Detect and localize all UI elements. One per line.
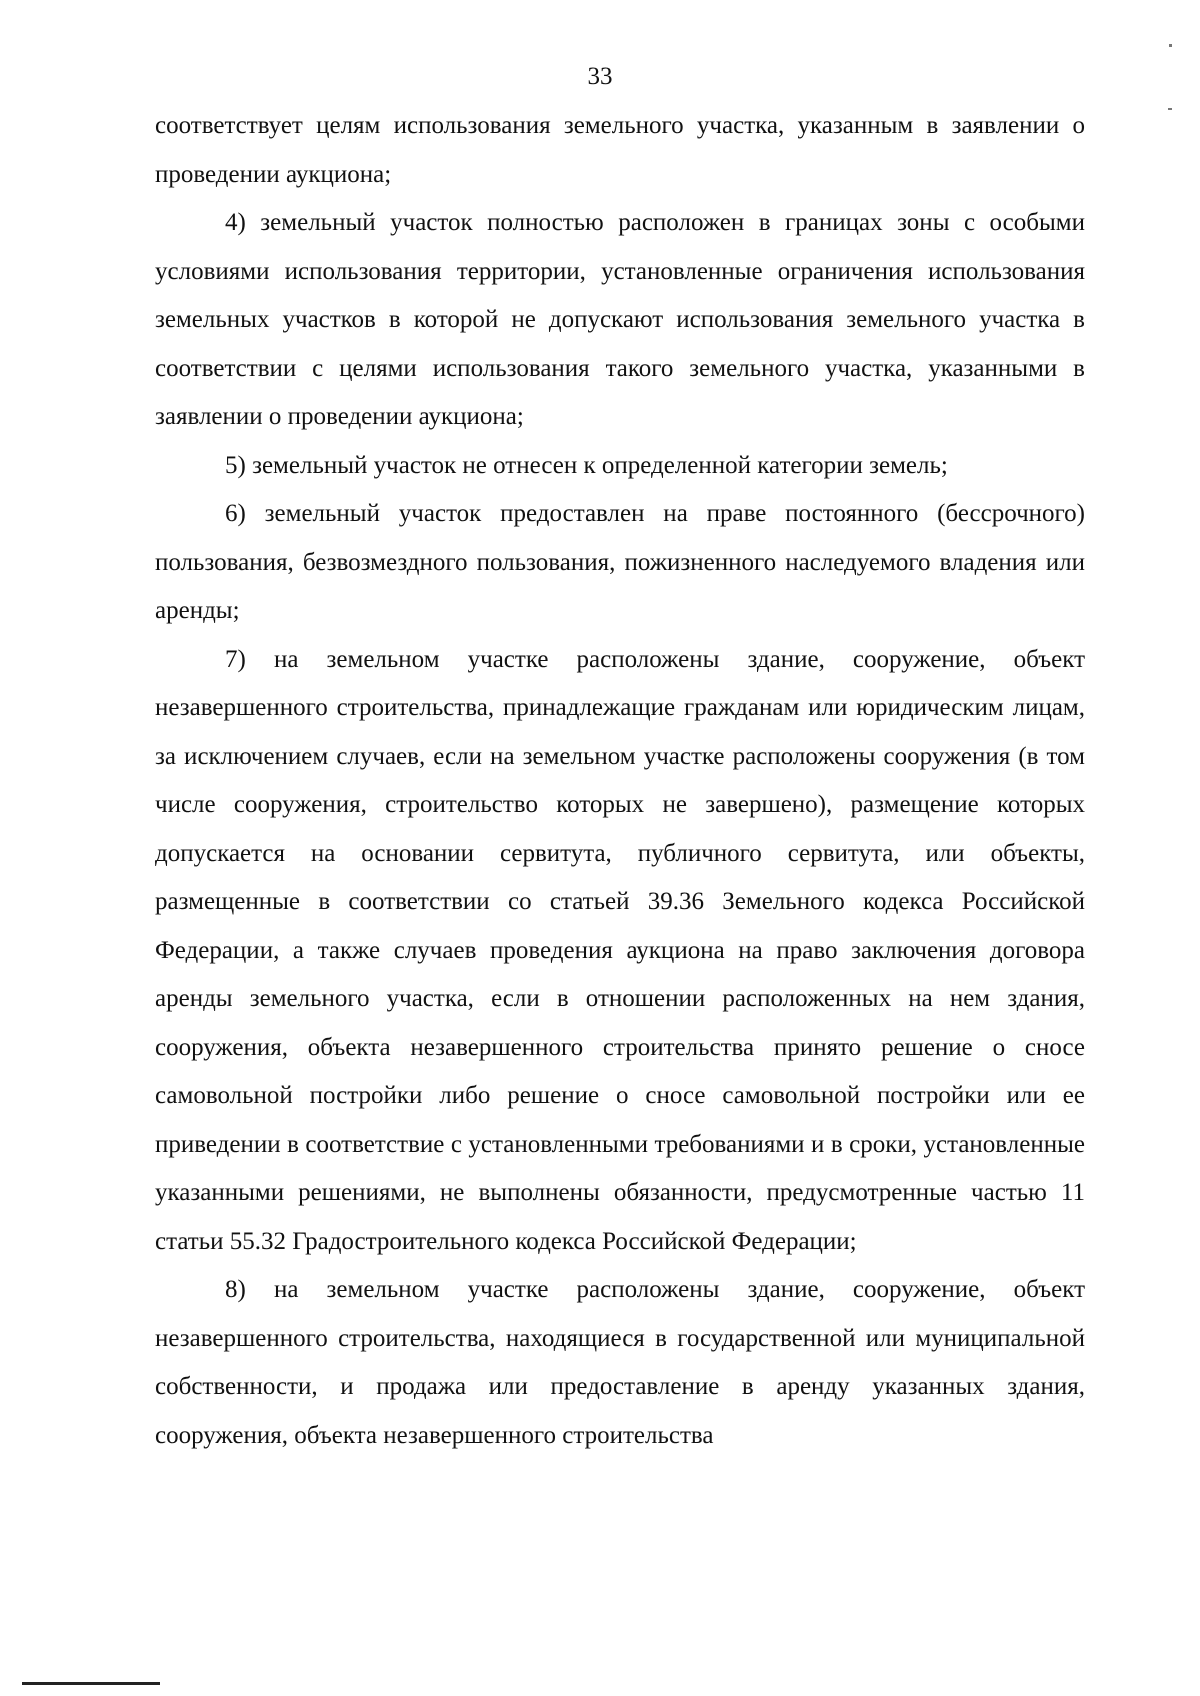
paragraph-item-7: 7) на земельном участке расположены здание, сооружение, объект незавершенного строительства, принадлежащие гражданам или юридическим лицам, за исключением случаев, если на земельном участке расположены сооружения (в том числе сооружения, строительство которых не завершено), размещение которых допускается на основании сервитута, публичного сервитута, или объекты, размещенные в соответствии со статьей 39.36 Земельного кодекса Российской Федерации, а также случаев проведения аукциона на право заключения договора аренды земельного участка, если в отношении расположенных на нем здания, сооружения, объекта незавершенного строительства принято решение о сносе самовольной постройки либо решение о сносе самовольной постройки или ее приведении в соответствие с установленными требованиями и в сроки, установленные указанными решениями, не выполнены обязанности, предусмотренные частью 11 статьи 55.32 Градостроительного кодекса Российской Федерации; [155,645,1085,1255]
paragraph-item-6: 6) земельный участок предоставлен на праве постоянного (бессрочного) пользования, безвозмездного пользования, пожизненного наследуемого владения или аренды; [155,500,1085,624]
document-body [155,102,1085,1460]
footnote-rule [22,1682,160,1685]
paragraph-item-5: 5) земельный участок не отнесен к определенной категории земель; [225,451,948,479]
paragraph-continuation: соответствует целям использования земельного участка, указанным в заявлении о проведении аукциона; [155,112,1085,188]
paragraph-item-4: 4) земельный участок полностью расположен в границах зоны с особыми условиями использования территории, установленные ограничения использования земельных участков в которой не допускают использования земельного участка в соответствии с целями использования такого земельного участка, указанными в заявлении о проведении аукциона; [155,209,1085,430]
scan-mark [1168,108,1172,110]
paragraph-item-8: 8) на земельном участке расположены здание, сооружение, объект незавершенного строительства, находящиеся в государственной или муниципальной собственности, и продажа или предоставление в аренду указанных здания, сооружения, объекта незавершенного строительства [155,1276,1085,1449]
scan-mark [1169,44,1172,47]
page-number: 33 [587,63,613,90]
